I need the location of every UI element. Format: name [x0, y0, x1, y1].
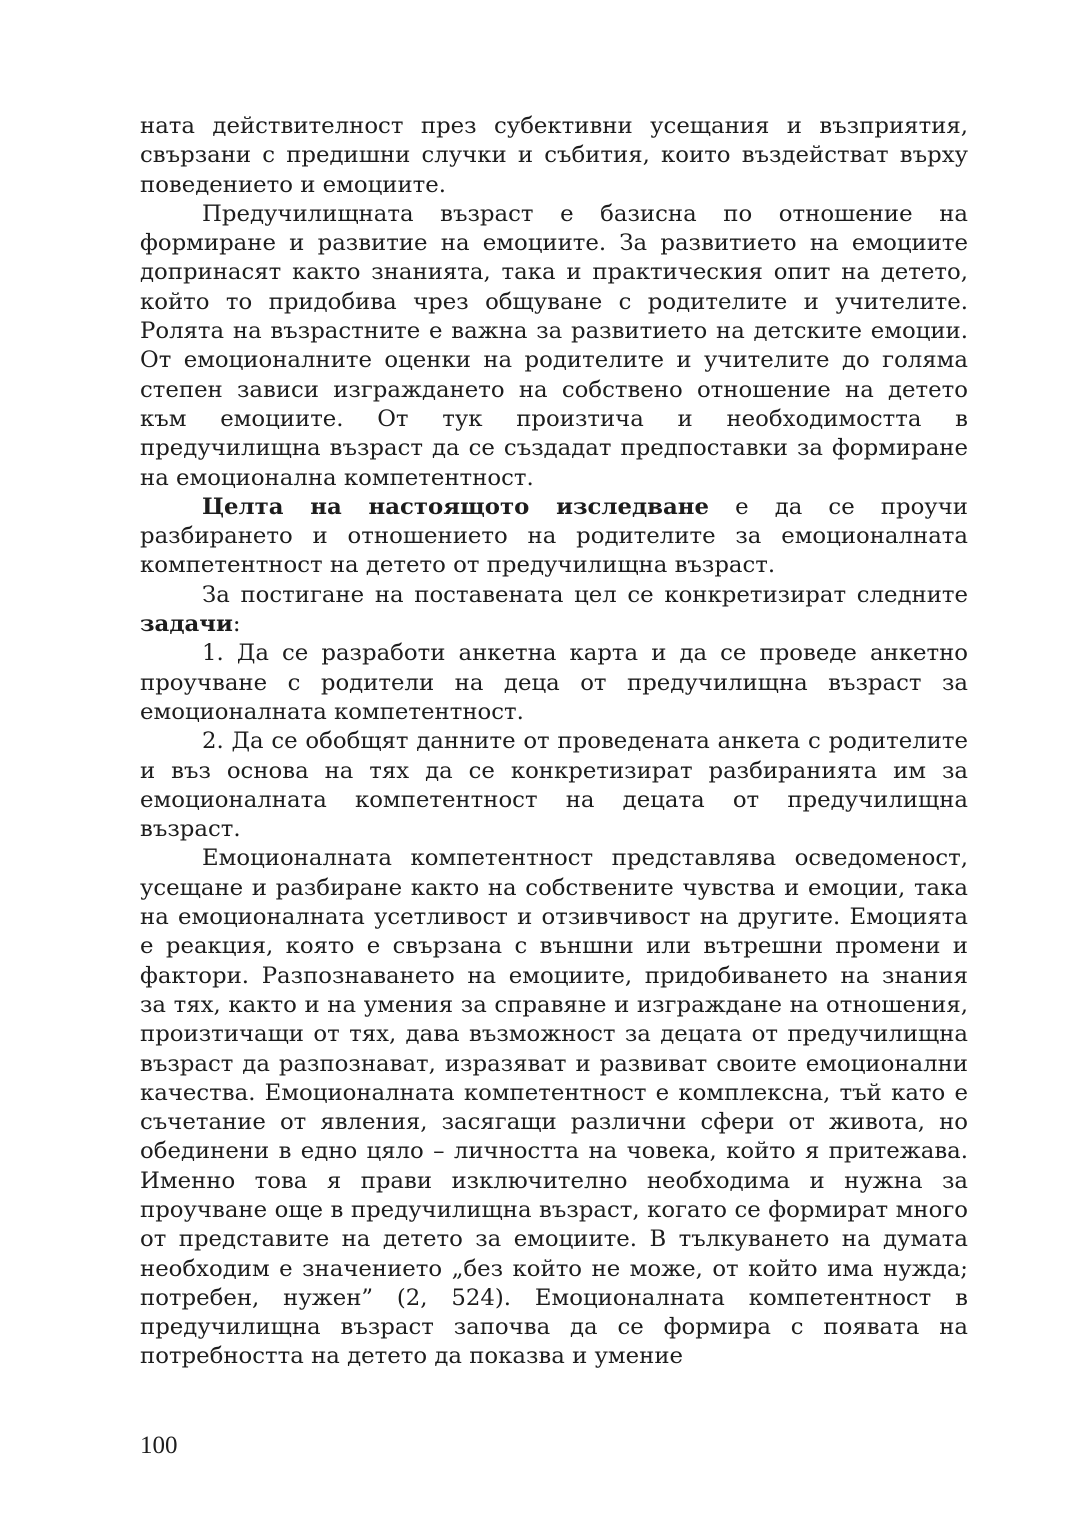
task-item-2: 2. Да се обобщят данните от проведената анкета с родителите и въз основа на тях да се конкретизират разбиранията им за емоционалната компетентност на децата от предучилищна възраст. [140, 728, 968, 843]
paragraph-research-goal [140, 493, 968, 581]
paragraph-emotional-competence: Емоционалната компетентност представлява осведоменост, усещане и разбиране както на собствените чувства и емоции, така на емоционалната усетливост и отзивчивост на другите. Емоцията е реакция, която е свързана с външни или вътрешни промени и фактори. Разпознаването на емоциите, придобиването на знания за тях, както и на умения за справяне и изграждане на отношения, произтичащи от тях, дава възможност за децата от предучилищна възраст да разпознават, изразяват и развиват своите емоционални качества. Емоционалната компетентност е комплексна, тъй като е съчетание от явления, засягащи различни сфери от живота, но обединени в едно цяло – личността на човека, който я притежава. Именно това я прави изключително необходима и нужна за проучване още в предучилищна възраст, когато се формират много от представите на детето за емоциите. В тълкуването на думата необходим е значението „без който не може, от който има нужда; потребен, нужен” (2, 524). Емоционалната компетентност в предучилищна възраст започва да се формира с появата на потребността на детето да показва и умение [140, 845, 968, 1370]
research-goal-heading: Целта на настоящото изследване [202, 493, 709, 520]
paragraph-tasks-intro [140, 581, 968, 640]
task-item-1: 1. Да се разработи анкетна карта и да се проведе анкетно проучване с родители на деца от предучилищна възраст за емоционалната компетентност. [140, 640, 968, 725]
paragraph-preschool-age: Предучилищната възраст е базисна по отношение на формиране и развитие на емоциите. За развитието на емоциите допринасят както знанията, така и практическия опит на детето, който то придобива чрез общуване с родителите и учителите. Ролята на възрастните е важна за развитието на детските емоции. От емоционалните оценки на родителите и учителите до голяма степен зависи изграждането на собствено отношение на детето към емоциите. От тук произтича и необходимостта в предучилищна възраст да се създадат предпоставки за формиране на емоционална компетентност. [140, 200, 968, 491]
tasks-colon: : [232, 611, 241, 638]
tasks-heading: задачи [140, 611, 233, 638]
tasks-intro-text: За постигане на поставената цел се конкретизират следните [202, 581, 968, 608]
page-body [140, 112, 968, 1372]
page-number: 100 [140, 1432, 178, 1459]
research-goal-text: е да се проучи разбирането и отношението на родителите за емоционалната компетентност на детето от предучилищна възраст. [140, 493, 968, 579]
paragraph-continuation: ната действителност през субективни усещания и възприятия, свързани с предишни случки и събития, които въздействат върху поведението и емоциите. [140, 113, 968, 198]
